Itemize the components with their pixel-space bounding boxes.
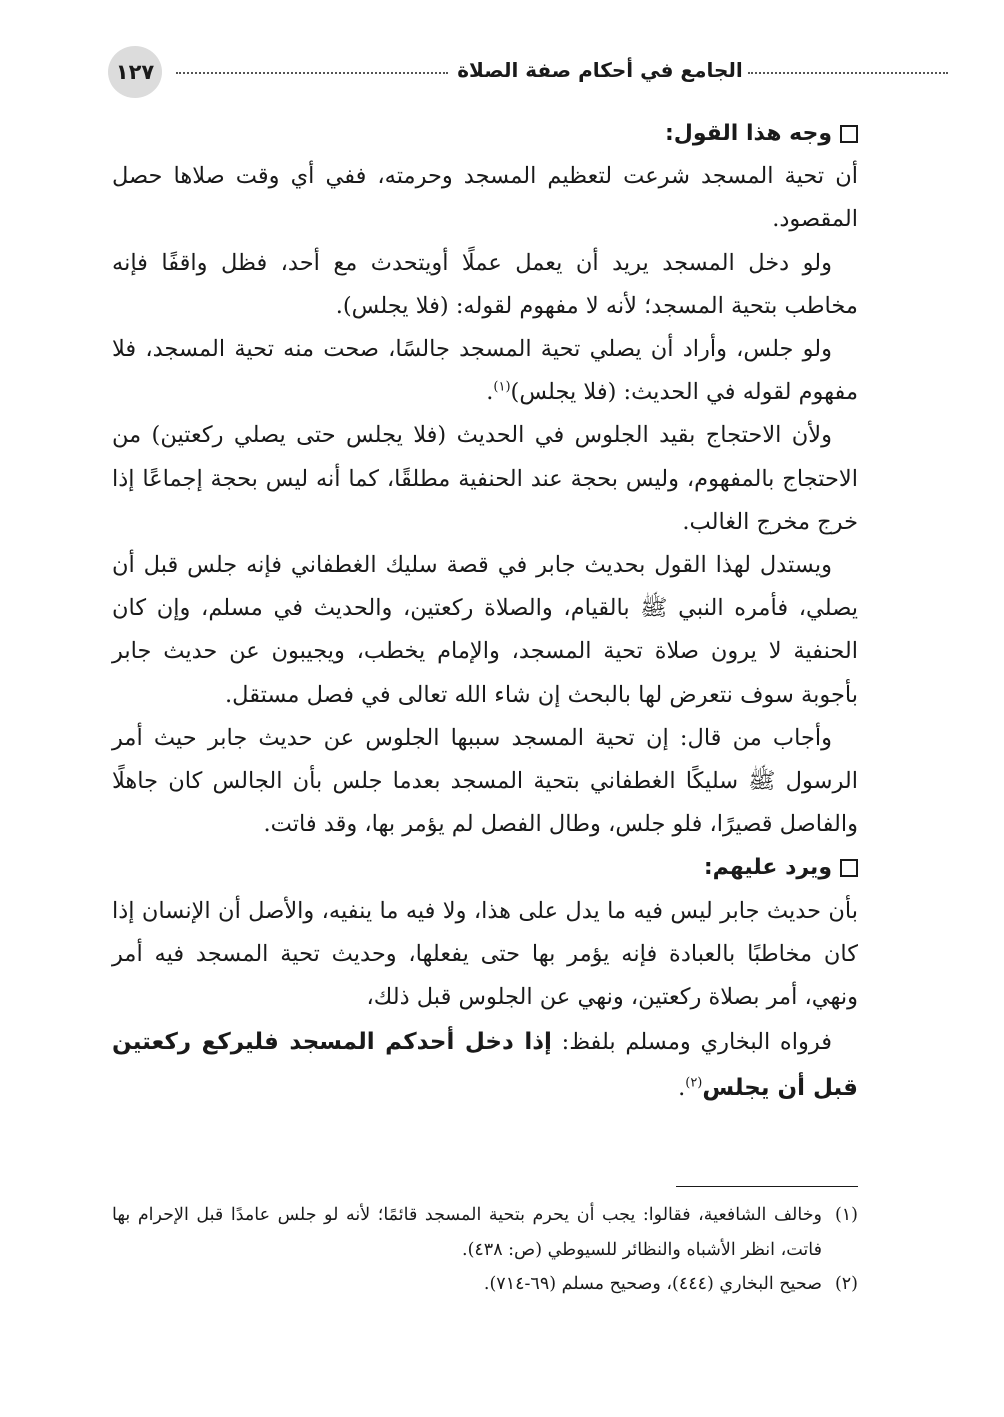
footnote-separator bbox=[676, 1186, 858, 1187]
footnotes bbox=[112, 1198, 858, 1302]
section-heading bbox=[112, 112, 858, 155]
paragraph: بأن حديث جابر ليس فيه ما يدل على هذا، ولا فيه ما ينفيه، والأصل أن الإنسان إذا كان مخاطبًا بالعبادة فإنه يؤمر بها حتى يفعلها، وحديث تحية المسجد فيه أمر ونهي، أمر بصلاة ركعتين، ونهي عن الجلوس قبل ذلك، bbox=[112, 897, 858, 1011]
running-title: الجامع في أحكام صفة الصلاة bbox=[457, 58, 743, 82]
footnote-text: صحيح البخاري (٤٤٤)، وصحيح مسلم (٦٩-٧١٤). bbox=[483, 1274, 822, 1294]
hadith-quote: إذا دخل أحدكم المسجد فليركع ركعتين قبل أن يجلس bbox=[112, 1029, 858, 1102]
paragraph-punct: . bbox=[678, 1075, 686, 1102]
footnote-ref[interactable]: (١) bbox=[493, 379, 511, 395]
section-heading bbox=[112, 846, 858, 889]
section-heading-text: وجه هذا القول: bbox=[664, 121, 832, 146]
paragraph: ولأن الاحتجاج بقيد الجلوس في الحديث (فلا يجلس حتى يصلي ركعتين) من الاحتجاج بالمفهوم، وليس بحجة عند الحنفية مطلقًا، كما أنه ليس بحجة إجماعًا إذا خرج مخرج الغالب. bbox=[112, 422, 858, 535]
main-text bbox=[112, 112, 858, 1111]
paragraph: ويستدل لهذا القول بحديث جابر في قصة سليك الغطفاني فإنه جلس قبل أن يصلي، فأمره النبي ﷺ بالقيام، والصلاة ركعتين، والحديث في مسلم، وإن كان الحنفية لا يرون صلاة تحية المسجد، والإمام يخطب، ويجيبون عن حديث جابر بأجوبة سوف نتعرض لها بالبحث إن شاء الله تعالى في فصل مستقل. bbox=[112, 552, 858, 708]
header-dotted-leader-left bbox=[176, 72, 448, 74]
paragraph: ولو دخل المسجد يريد أن يعمل عملًا أويتحدث مع أحد، فظل واقفًا فإنه مخاطب بتحية المسجد؛ لأنه لا مفهوم لقوله: (فلا يجلس). bbox=[112, 249, 858, 319]
page-header bbox=[108, 46, 844, 98]
footnote bbox=[112, 1198, 858, 1267]
footnote bbox=[112, 1267, 858, 1302]
paragraph bbox=[112, 1019, 858, 1111]
paragraph-text: ولو جلس، وأراد أن يصلي تحية المسجد جالسًا، صحت منه تحية المسجد، فلا مفهوم لقوله في الحديث: (فلا يجلس) bbox=[112, 336, 858, 406]
section-heading-text: ويرد عليهم: bbox=[703, 855, 832, 881]
header-dotted-leader-right bbox=[748, 72, 948, 74]
footnote-number: (١) bbox=[834, 1205, 858, 1225]
page-number: ١٢٧ bbox=[108, 46, 162, 98]
paragraph: أن تحية المسجد شرعت لتعظيم المسجد وحرمته، ففي أي وقت صلاها حصل المقصود. bbox=[112, 163, 858, 233]
paragraph-text: فرواه البخاري ومسلم بلفظ: bbox=[551, 1029, 832, 1056]
footnote-number: (٢) bbox=[834, 1274, 858, 1294]
footnote-text: وخالف الشافعية، فقالوا: يجب أن يحرم بتحية المسجد قائمًا؛ لأنه لو جلس عامدًا قبل الإحرام بها فاتت، انظر الأشباه والنظائر للسيوطي (ص: ٤٣٨). bbox=[112, 1205, 822, 1260]
paragraph-punct: . bbox=[486, 379, 494, 406]
checkbox-bullet-icon bbox=[840, 859, 858, 877]
footnote-ref[interactable]: (٢) bbox=[685, 1075, 703, 1091]
paragraph bbox=[112, 328, 858, 414]
checkbox-bullet-icon bbox=[840, 125, 858, 143]
paragraph: وأجاب من قال: إن تحية المسجد سببها الجلوس عن حديث جابر حيث أمر الرسول ﷺ سليكًا الغطفاني بتحية المسجد بعدما جلس بأن الجالس كان جاهلًا والفاصل قصيرًا، فلو جلس، وطال الفصل لم يؤمر بها، وقد فاتت. bbox=[112, 724, 858, 838]
